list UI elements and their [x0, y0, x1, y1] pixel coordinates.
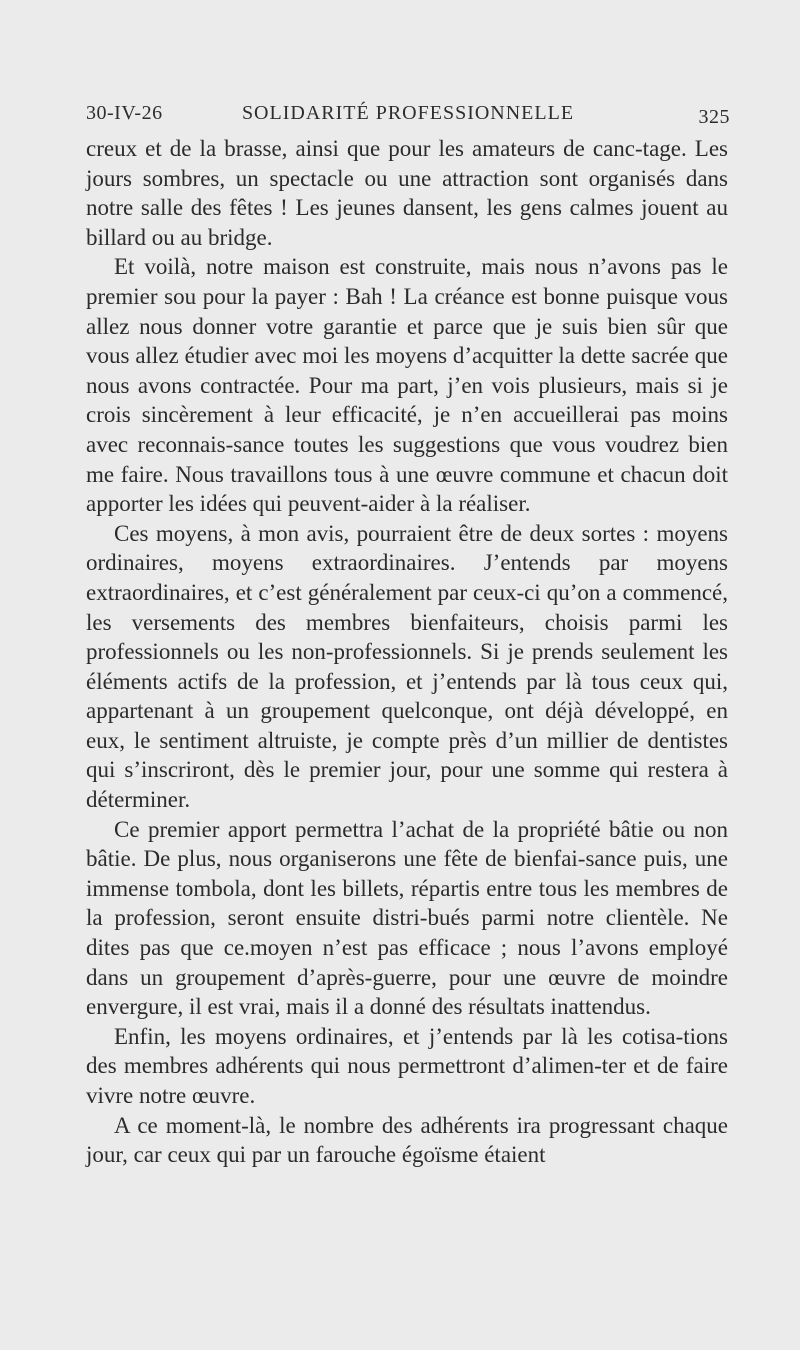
- header-date: 30-IV-26: [86, 102, 163, 124]
- page-number: 325: [698, 106, 730, 128]
- paragraph: Et voilà, notre maison est construite, mais nous n’avons pas le premier sou pour la payer : Bah ! La créance est bonne puisque vous allez nous donner votre garantie et parce que je suis bien sûr que vous allez étudier avec moi les moyens d’acquitter la dette sacrée que nous avons contractée. Pour ma part, j’en vois plusieurs, mais si je crois sincèrement à leur efficacité, je n’en accueillerai pas moins avec reconnais-sance toutes les suggestions que vous voudrez bien me faire. Nous travaillons tous à une œuvre commune et chacun doit apporter les idées qui peuvent-aider à la réaliser.: [86, 254, 728, 517]
- body-text: [86, 134, 728, 1170]
- paragraph: Ce premier apport permettra l’achat de la propriété bâtie ou non bâtie. De plus, nous organiserons une fête de bienfai-sance puis, une immense tombola, dont les billets, répartis entre tous les membres de la profession, seront ensuite distri-bués parmi notre clientèle. Ne dites pas que ce.moyen n’est pas efficace ; nous l’avons employé dans un groupement d’après-guerre, pour une œuvre de moindre envergure, il est vrai, mais il a donné des résultats inattendus.: [86, 816, 728, 1020]
- paragraph: Enfin, les moyens ordinaires, et j’entends par là les cotisa-tions des membres adhérents qui nous permettront d’alimen-ter et de faire vivre notre œuvre.: [86, 1023, 728, 1108]
- running-header: [86, 98, 730, 132]
- paragraph: Ces moyens, à mon avis, pourraient être de deux sortes : moyens ordinaires, moyens extraordinaires. J’entends par moyens extraordinaires, et c’est généralement par ceux-ci qu’on a commencé, les versements des membres bienfaiteurs, choisis parmi les professionnels ou les non-professionnels. Si je prends seulement les éléments actifs de la profession, et j’entends par là tous ceux qui, appartenant à un groupement quelconque, ont déjà développé, en eux, le sentiment altruiste, je compte près d’un millier de dentistes qui s’inscriront, dès le premier jour, pour une somme qui restera à déterminer.: [86, 520, 728, 813]
- paragraph: A ce moment-là, le nombre des adhérents ira progressant chaque jour, car ceux qui par un farouche égoïsme étaient: [86, 1112, 728, 1168]
- paragraph: creux et de la brasse, ainsi que pour les amateurs de canc-tage. Les jours sombres, un spectacle ou une attraction sont organisés dans notre salle des fêtes ! Les jeunes dansent, les gens calmes jouent au billard ou au bridge.: [86, 136, 728, 250]
- header-title: SOLIDARITÉ PROFESSIONNELLE: [241, 102, 575, 124]
